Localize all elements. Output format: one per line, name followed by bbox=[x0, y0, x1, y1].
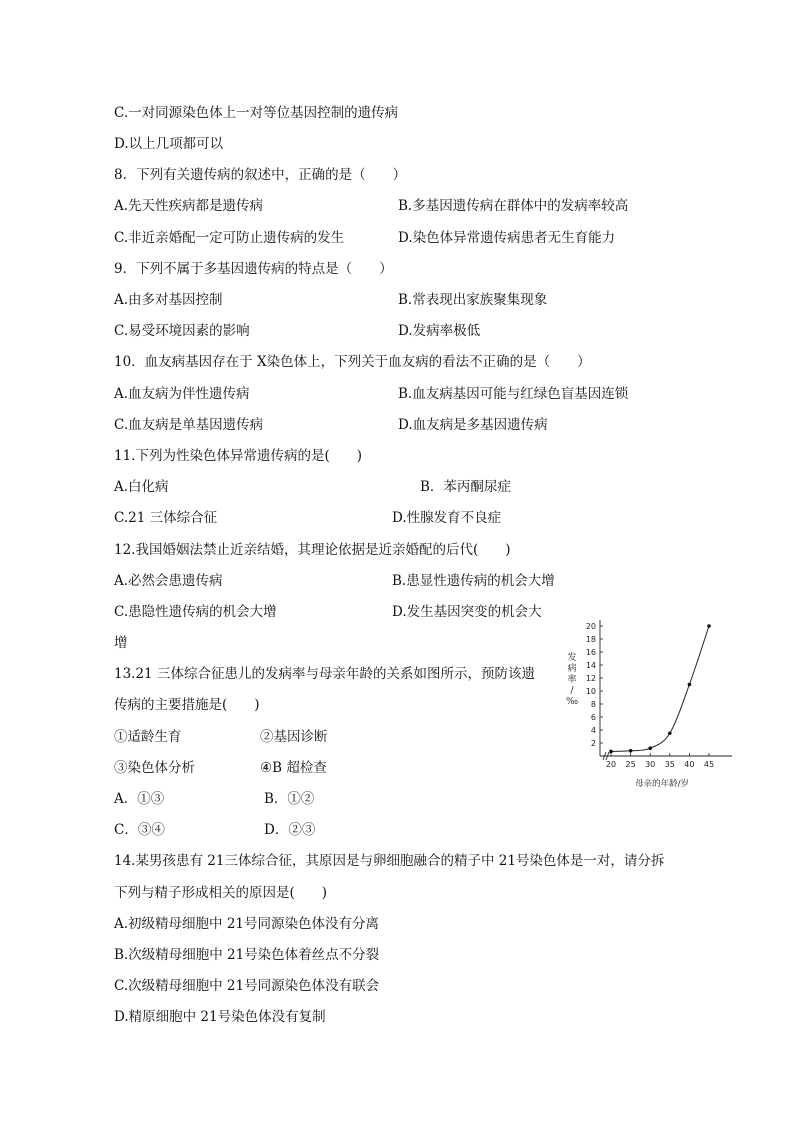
y-tick-label: 12 bbox=[585, 674, 596, 683]
q12-option-d: D.发生基因突变的机会大 bbox=[392, 604, 542, 620]
q9-option-b: B.常表现出家族聚集现象 bbox=[398, 292, 548, 308]
q14-option-a: A.初级精母细胞中 21号同源染色体没有分离 bbox=[114, 916, 380, 932]
y-tick-label: 18 bbox=[585, 635, 596, 644]
data-point bbox=[688, 683, 692, 687]
data-point bbox=[629, 749, 633, 753]
q14-stem-line1: 14.某男孩患有 21三体综合征，其原因是与卵细胞融合的精子中 21号染色体是一对，请分拆 bbox=[114, 853, 665, 869]
q10-option-d: D.血友病是多基因遗传病 bbox=[398, 417, 548, 433]
x-axis-label: 母亲的年龄/岁 bbox=[635, 779, 689, 789]
y-tick-label: 20 bbox=[585, 622, 596, 631]
q13-stem-line2: 传病的主要措施是( ) bbox=[114, 697, 260, 713]
data-point bbox=[648, 746, 652, 750]
q14-stem-line2: 下列与精子形成相关的原因是( ) bbox=[114, 885, 328, 901]
y-tick-label: 6 bbox=[590, 713, 596, 722]
q10-option-c: C.血友病是单基因遗传病 bbox=[114, 417, 264, 433]
y-axis-label-char: ‰ bbox=[565, 697, 579, 707]
y-axis-label-char: 率 bbox=[567, 675, 577, 685]
q8-option-a: A.先天性疾病都是遗传病 bbox=[114, 198, 264, 214]
q9-stem: 9．下列不属于多基因遗传病的特点是（ ） bbox=[114, 261, 393, 277]
data-point bbox=[668, 731, 672, 735]
q13-item-4: ④B 超检查 bbox=[260, 760, 327, 776]
q9-option-c: C.易受环境因素的影响 bbox=[114, 323, 250, 339]
q9-option-a: A.由多对基因控制 bbox=[114, 292, 223, 308]
y-axis-label-char: / bbox=[570, 686, 574, 696]
y-tick-label: 4 bbox=[590, 726, 596, 735]
q11-stem: 11.下列为性染色体异常遗传病的是( ) bbox=[114, 448, 363, 464]
x-tick-label: 30 bbox=[645, 760, 656, 769]
q13-option-c: C．③④ bbox=[114, 822, 165, 838]
q13-option-d: D．②③ bbox=[264, 822, 316, 838]
x-tick-label: 35 bbox=[664, 760, 675, 769]
x-tick-label: 45 bbox=[703, 760, 715, 769]
q10-option-a: A.血友病为伴性遗传病 bbox=[114, 386, 250, 402]
incidence-curve bbox=[611, 626, 709, 751]
data-point bbox=[707, 624, 711, 628]
q13-item-2: ②基因诊断 bbox=[260, 729, 328, 745]
q8-option-d: D.染色体异常遗传病患者无生育能力 bbox=[398, 230, 616, 246]
q11-option-c: C.21 三体综合征 bbox=[114, 510, 218, 526]
incidence-age-chart bbox=[560, 614, 740, 794]
q13-item-3: ③染色体分析 bbox=[114, 760, 195, 776]
y-tick-label: 2 bbox=[590, 739, 596, 748]
q11-option-d: D.性腺发育不良症 bbox=[392, 510, 502, 526]
q8-option-b: B.多基因遗传病在群体中的发病率较高 bbox=[398, 198, 629, 214]
q8-option-c: C.非近亲婚配一定可防止遗传病的发生 bbox=[114, 230, 345, 246]
data-point bbox=[609, 750, 613, 754]
y-tick-label: 14 bbox=[585, 661, 596, 670]
q12-option-a: A.必然会患遗传病 bbox=[114, 573, 223, 589]
y-tick-label: 8 bbox=[590, 700, 596, 709]
y-axis-label-char: 病 bbox=[567, 664, 577, 674]
y-tick-label: 10 bbox=[585, 687, 596, 696]
q13-stem-line1: 13.21 三体综合征患儿的发病率与母亲年龄的关系如图所示，预防该遗 bbox=[114, 666, 535, 682]
q12-option-d-wrap: 增 bbox=[114, 635, 128, 651]
q12-stem: 12.我国婚姻法禁止近亲结婚，其理论依据是近亲婚配的后代( ) bbox=[114, 542, 511, 558]
q13-option-b: B．①② bbox=[264, 791, 315, 807]
y-axis-label-char: 发 bbox=[567, 653, 577, 663]
q12-option-b: B.患显性遗传病的机会大增 bbox=[392, 573, 555, 589]
x-tick-label: 40 bbox=[684, 760, 695, 769]
y-tick-label: 16 bbox=[585, 648, 596, 657]
q12-option-c: C.患隐性遗传病的机会大增 bbox=[114, 604, 277, 620]
q14-option-c: C.次级精母细胞中 21号同源染色体没有联会 bbox=[114, 978, 380, 994]
x-tick-label: 25 bbox=[625, 760, 636, 769]
q11-option-a: A.白化病 bbox=[114, 479, 169, 495]
q11-option-b: B．苯丙酮尿症 bbox=[420, 479, 511, 495]
q14-option-b: B.次级精母细胞中 21号染色体着丝点不分裂 bbox=[114, 947, 380, 963]
q9-option-d: D.发病率极低 bbox=[398, 323, 481, 339]
q14-option-d: D.精原细胞中 21号染色体没有复制 bbox=[114, 1009, 326, 1025]
q7-option-c: C.一对同源染色体上一对等位基因控制的遗传病 bbox=[114, 105, 399, 121]
q8-stem: 8．下列有关遗传病的叙述中，正确的是（ ） bbox=[114, 167, 407, 183]
x-tick-label: 20 bbox=[605, 760, 617, 769]
q13-item-1: ①适龄生育 bbox=[114, 729, 182, 745]
q13-option-a: A．①③ bbox=[114, 791, 165, 807]
q7-option-d: D.以上几项都可以 bbox=[114, 136, 224, 152]
q10-stem: 10．血友病基因存在于 X染色体上，下列关于血友病的看法不正确的是（ ） bbox=[114, 354, 591, 370]
q10-option-b: B.血友病基因可能与红绿色盲基因连锁 bbox=[398, 386, 629, 402]
